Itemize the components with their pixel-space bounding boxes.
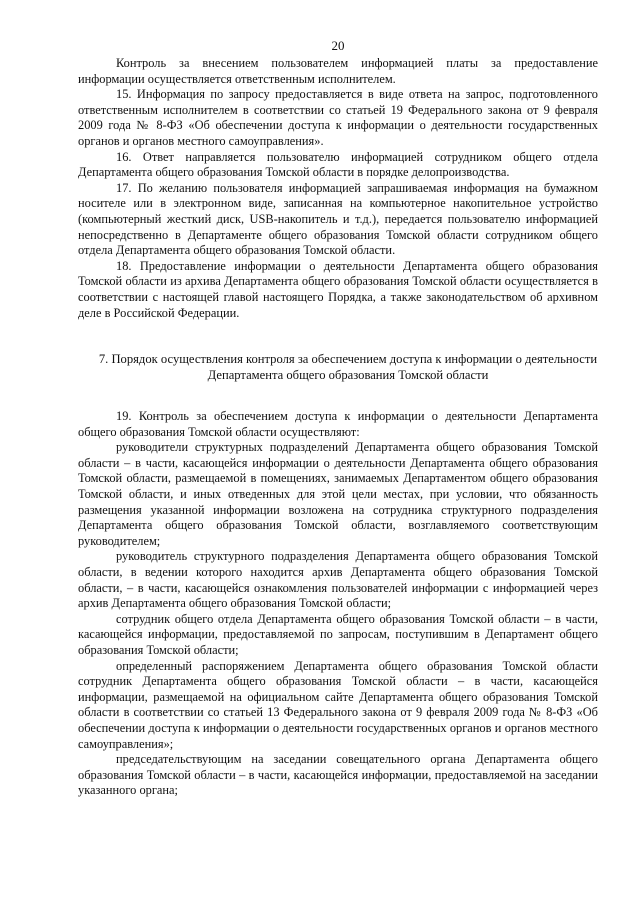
list-item-general-dept-employee: сотрудник общего отдела Департамента общего образования Томской области – в части, касающейся информации, предоставляемой по запросам, поступившим в Департамент общего образования Томской области; bbox=[78, 611, 598, 657]
section-heading: 7. Порядок осуществления контроля за обеспечением доступа к информации о деятельности Департамента общего образования Томской области bbox=[98, 352, 598, 383]
paragraph-16: 16. Ответ направляется пользователю информацией сотрудником общего отдела Департамента общего образования Томской области в порядке делопроизводства. bbox=[78, 149, 598, 180]
paragraph-fee-control: Контроль за внесением пользователем информацией платы за предоставление информации осуществляется ответственным исполнителем. bbox=[78, 56, 598, 86]
list-item-archive-head: руководитель структурного подразделения Департамента общего образования Томской области, в ведении которого находится архив Департамента общего образования Томской области, – в части, касающейся ознакомления пользователей информации с информацией через архив Департамента общего образования Томской области; bbox=[78, 549, 598, 611]
paragraph-15: 15. Информация по запросу предоставляется в виде ответа на запрос, подготовленного ответственным исполнителем в соответствии со статьей 19 Федерального закона от 9 февраля 2009 года № 8-ФЗ «Об обеспечении доступа к информации о деятельности государственных органов и органов местного самоуправления». bbox=[78, 87, 598, 148]
paragraph-18: 18. Предоставление информации о деятельности Департамента общего образования Томской области из архива Департамента общего образования Томской области осуществляется в соответствии с настоящей главой настоящего Порядка, а также законодательством об архивном деле в Российской Федерации. bbox=[78, 258, 598, 320]
list-item-website-employee: определенный распоряжением Департамента общего образования Томской области сотрудник Департамента общего образования Томской области – в части, касающейся информации, размещаемой на официальном сайте Департамента общего образования Томской области в соответствии со статьей 13 Федерального закона от 9 февраля 2009 года № 8-ФЗ «Об обеспечении доступа к информации о деятельности государственных органов и органов местного самоуправления»; bbox=[78, 658, 598, 751]
list-item-council-chair: председательствующим на заседании совещательного органа Департамента общего образования Томской области – в части, касающейся информации, предоставляемой на заседании указанного органа; bbox=[78, 752, 598, 798]
list-item-structural-heads: руководители структурных подразделений Департамента общего образования Томской области – в части, касающейся информации о деятельности Департамента общего образования Томской области, размещаемой в помещениях, занимаемых Департаментом общего образования Томской области, и иных отведенных для этой цели местах, при условии, что обязанность размещения указанной информации возложена на сотрудника структурного подразделения Департамента общего образования Томской области, возглавляемого соответствующим руководителем; bbox=[78, 440, 598, 548]
paragraph-17: 17. По желанию пользователя информацией запрашиваемая информация на бумажном носителе или в электронном виде, записанная на компьютерное накопительное устройство (компьютерный жесткий диск, USB-накопитель и т.д.), передается пользователю информацией непосредственно в Департаменте общего образования Томской области сотрудником общего отдела Департамента общего образования Томской области. bbox=[78, 180, 598, 258]
spacer bbox=[78, 321, 598, 351]
spacer bbox=[78, 383, 598, 409]
paragraph-19: 19. Контроль за обеспечением доступа к информации о деятельности Департамента общего образования Томской области осуществляют: bbox=[78, 409, 598, 439]
page-number: 20 bbox=[331, 38, 345, 53]
